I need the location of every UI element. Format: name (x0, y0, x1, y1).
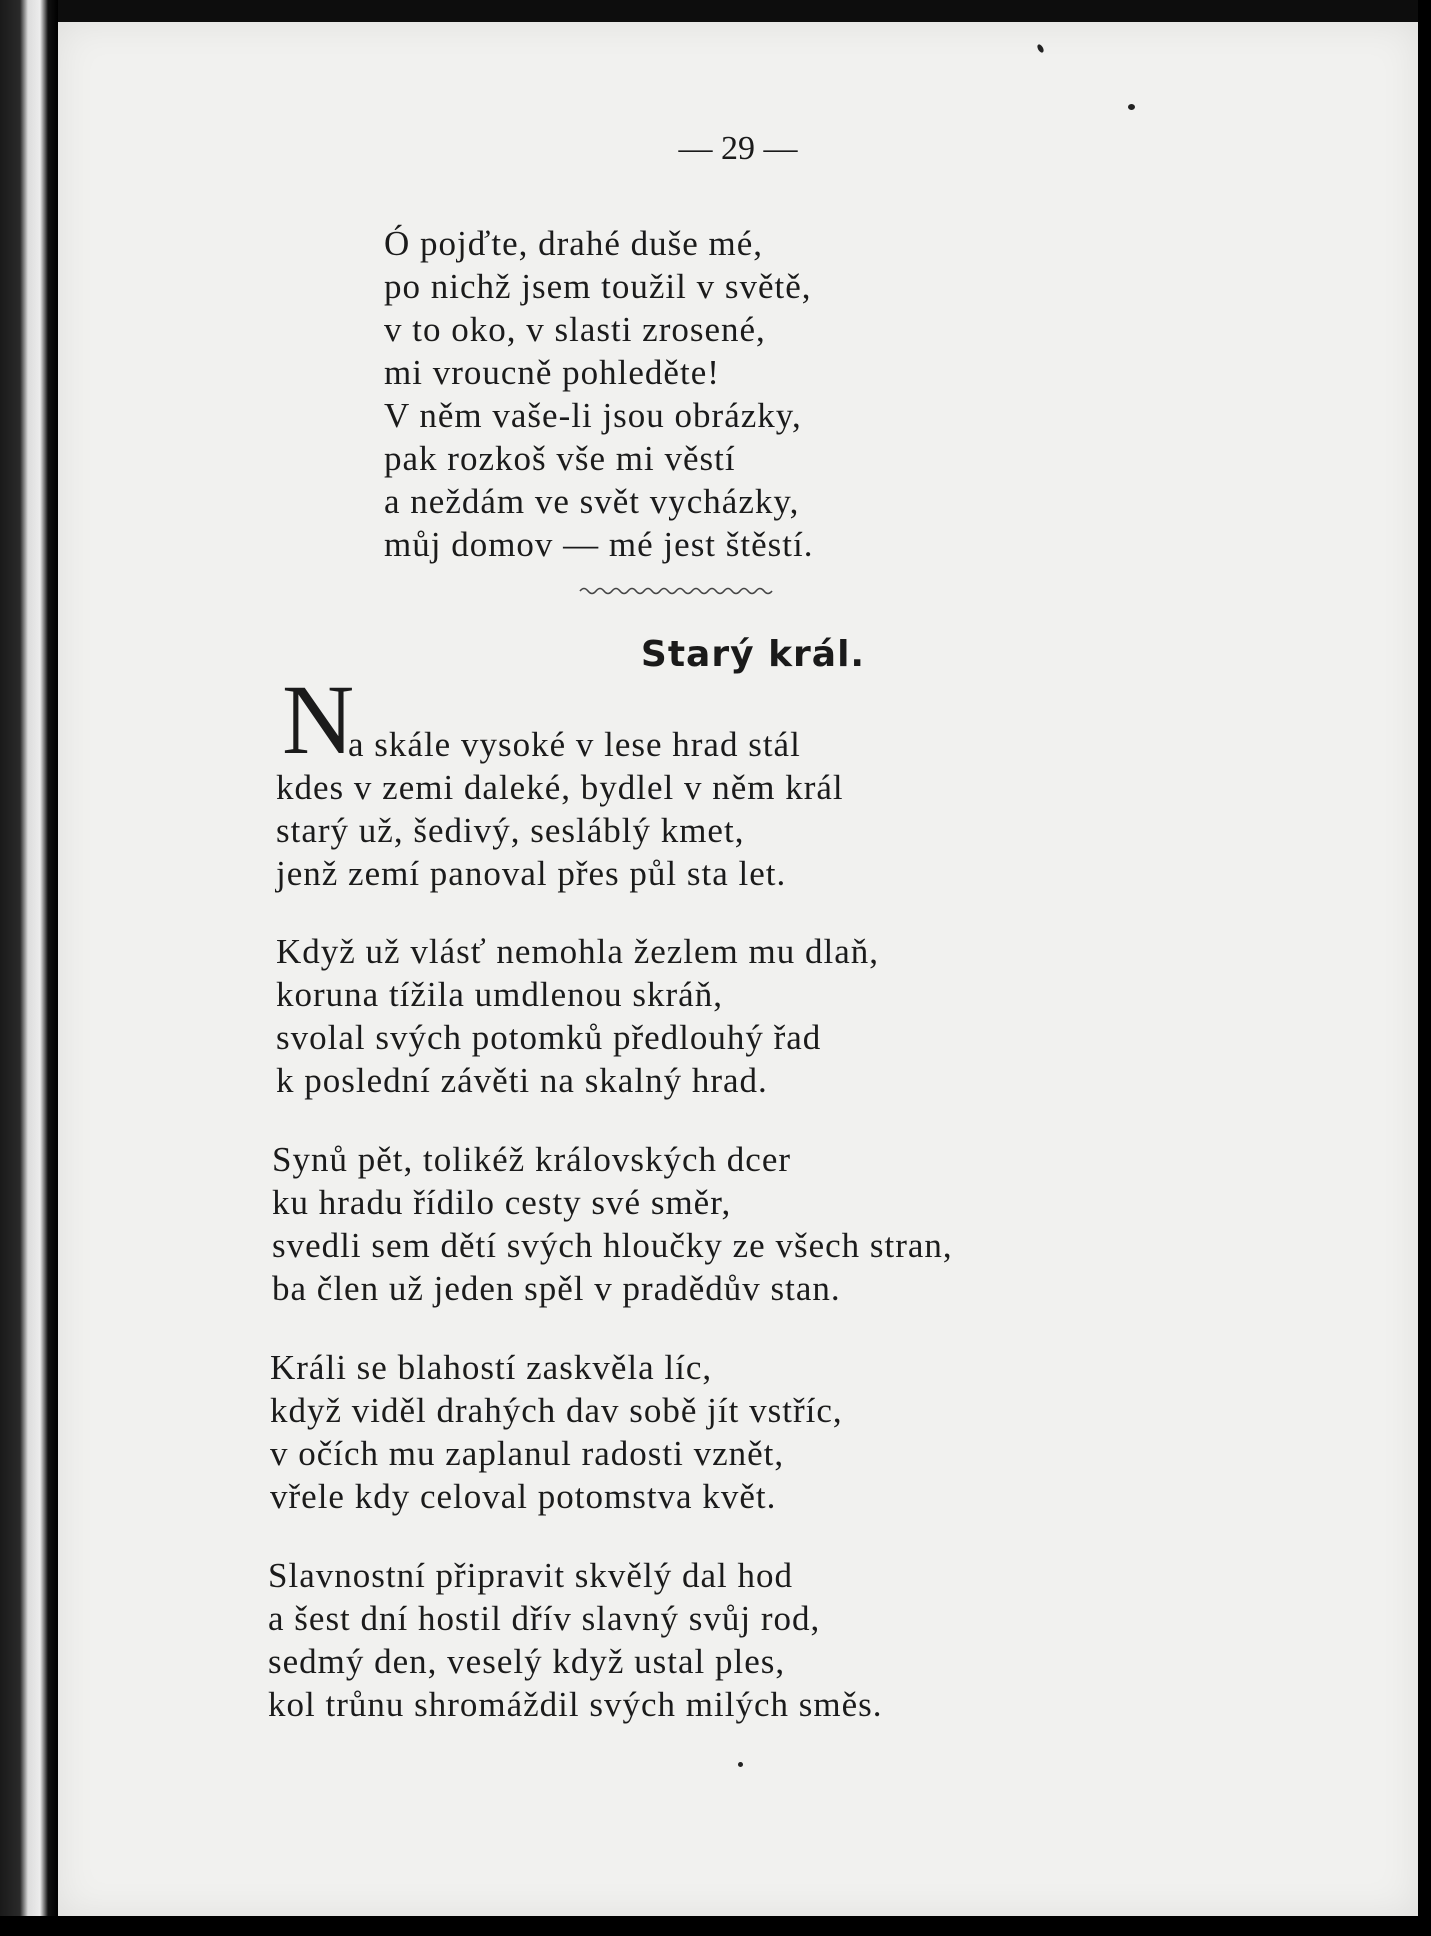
poem-opening-stanza (384, 222, 813, 566)
verse-line: a neždám ve svět vycházky, (384, 482, 800, 521)
verse-line: starý už, šedivý, sesláblý kmet, (276, 811, 745, 850)
right-scan-border (1418, 0, 1431, 1936)
verse-line: ku hradu řídilo cesty své směr, (272, 1183, 732, 1222)
poem-title: Starý král. (640, 634, 866, 675)
verse-line: k poslední závěti na skalný hrad. (276, 1061, 768, 1100)
verse-line: Synů pět, tolikéž královských dcer (272, 1140, 792, 1179)
verse-line: Ó pojďte, drahé duše mé, (384, 224, 764, 263)
bottom-scan-border (0, 1916, 1431, 1936)
scan-speck (1128, 104, 1135, 110)
verse-line: po nichž jsem toužil v světě, (384, 267, 812, 306)
verse-line: Slavnostní připravit skvělý dal hod (268, 1556, 793, 1595)
verse-line: svolal svých potomků předlouhý řad (276, 1018, 822, 1057)
verse-line: jenž zemí panoval přes půl sta let. (276, 854, 787, 893)
verse-line: v očích mu zaplanul radosti vznět, (270, 1434, 785, 1473)
verse-line: v to oko, v slasti zrosené, (384, 310, 766, 349)
verse-line: ba člen už jeden spěl v pradědův stan. (272, 1269, 841, 1308)
drop-cap: N (282, 664, 355, 775)
verse-line: kol trůnu shromáždil svých milých směs. (268, 1685, 883, 1724)
page-number: — 29 — (678, 130, 798, 167)
verse-line: vřele kdy celoval potomstva květ. (270, 1477, 777, 1516)
verse-line: Když už vlásť nemohla žezlem mu dlaň, (276, 932, 880, 971)
verse-line: když viděl drahých dav sobě jít vstříc, (270, 1391, 843, 1430)
verse-line: V něm vaše-li jsou obrázky, (384, 396, 802, 435)
verse-line: koruna tížila umdlenou skráň, (276, 975, 723, 1014)
verse-line: sedmý den, veselý když ustal ples, (268, 1642, 786, 1681)
verse-line: kdes v zemi daleké, bydlel v něm král (276, 768, 844, 807)
poem-stanza-3 (272, 1138, 953, 1310)
verse-line: mi vroucně pohleděte! (384, 353, 720, 392)
poem-stanza-2 (276, 930, 879, 1102)
poem-stanza-1-first-line (348, 723, 801, 766)
verse-line: Králi se blahostí zaskvěla líc, (270, 1348, 713, 1387)
scan-speck (1036, 43, 1045, 53)
verse-line: svedli sem dětí svých hloučky ze všech stran, (272, 1226, 953, 1265)
left-page-edge (0, 0, 58, 1936)
scan-speck (738, 1762, 743, 1767)
verse-line: a skále vysoké v lese hrad stál (348, 725, 801, 764)
book-page (58, 22, 1418, 1916)
verse-line: a šest dní hostil dřív slavný svůj rod, (268, 1599, 821, 1638)
poem-stanza-1 (276, 766, 844, 895)
ornamental-divider (578, 585, 778, 595)
poem-stanza-5 (268, 1554, 882, 1726)
verse-line: můj domov — mé jest štěstí. (384, 525, 814, 564)
verse-line: pak rozkoš vše mi věstí (384, 439, 736, 478)
poem-stanza-4 (270, 1346, 843, 1518)
